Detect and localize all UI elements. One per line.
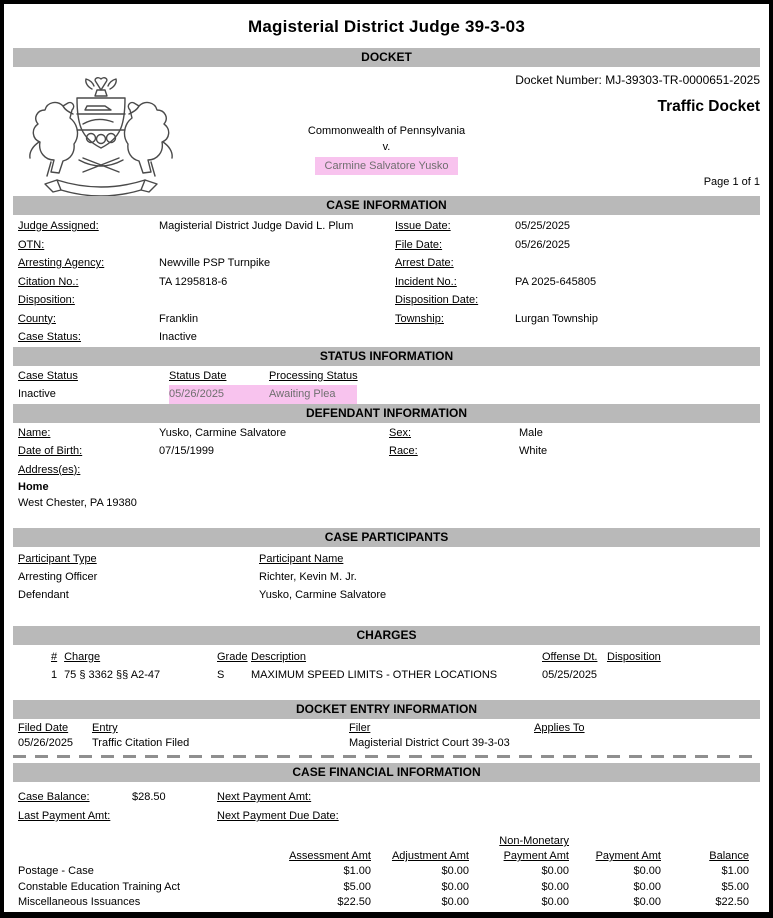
column-header: Payment Amt <box>503 850 569 862</box>
column-header: Payment Amt <box>595 850 661 862</box>
field-value: Franklin <box>159 312 199 325</box>
column-header: Case Status <box>18 369 78 382</box>
field-label: Sex: <box>389 426 412 439</box>
field-label: Name: <box>18 426 51 439</box>
field-label: Incident No.: <box>395 275 457 288</box>
column-header: Offense Dt. <box>542 651 598 663</box>
page-title: Magisterial District Judge 39-3-03 <box>247 17 525 36</box>
caption-versus: v. <box>382 141 391 153</box>
fee-payment: $0.00 <box>633 896 661 908</box>
column-header: Processing Status <box>269 369 358 382</box>
field-label: Next Payment Due Date: <box>217 810 339 822</box>
fee-assessment: $22.50 <box>337 896 371 908</box>
status-row-highlight <box>169 385 357 404</box>
column-header: Filed Date <box>18 722 69 734</box>
column-header: Non-Monetary <box>499 835 569 847</box>
field-label: OTN: <box>18 238 45 251</box>
field-value: Lurgan Township <box>515 312 598 325</box>
fee-payment: $0.00 <box>633 865 661 877</box>
docket-number: MJ-39303-TR-0000651-2025 <box>605 73 760 87</box>
fee-adjustment: $0.00 <box>441 865 469 877</box>
docket-header <box>13 73 760 196</box>
charge-disposition <box>607 666 760 684</box>
fee-payment: $0.00 <box>633 880 661 893</box>
charges-table <box>13 648 760 684</box>
column-header: Balance <box>709 850 749 862</box>
column-header: Charge <box>64 651 101 663</box>
field-value <box>159 236 395 255</box>
field-value: Magisterial District Judge David L. Plum <box>159 220 354 232</box>
section-header-case-participants: CASE PARTICIPANTS <box>13 528 760 547</box>
charge-statute: 75 § 3362 §§ A2-47 <box>64 669 161 681</box>
docket-number-label: Docket Number: <box>515 73 602 87</box>
case-participants-table <box>13 550 760 604</box>
fee-non-monetary: $0.00 <box>541 880 569 893</box>
field-value: Yusko, Carmine Salvatore <box>159 426 287 439</box>
entry-filer: Magisterial District Court 39-3-03 <box>349 737 510 749</box>
section-header-charges: CHARGES <box>13 626 760 645</box>
participant-type: Arresting Officer <box>18 571 98 583</box>
fee-assessment: $1.00 <box>343 865 371 877</box>
field-label: Last Payment Amt: <box>18 810 111 822</box>
section-header-case-financial-information: CASE FINANCIAL INFORMATION <box>13 763 760 782</box>
column-header: Participant Name <box>259 553 344 565</box>
section-header-case-information: CASE INFORMATION <box>13 196 760 215</box>
field-label: Issue Date: <box>395 220 451 232</box>
financial-summary <box>13 788 760 826</box>
address-type: Home <box>18 481 49 493</box>
field-value: 07/15/1999 <box>159 445 215 457</box>
fee-item: Constable Education Training Act <box>18 880 181 893</box>
field-value <box>159 291 395 310</box>
fee-balance: $1.00 <box>721 865 749 877</box>
column-header: Assessment Amt <box>289 850 371 862</box>
caption-defendant-highlighted: Carmine Salvatore Yusko <box>315 157 459 175</box>
field-value <box>515 291 760 310</box>
field-value: Inactive <box>159 331 197 343</box>
address-value: West Chester, PA 19380 <box>18 497 137 509</box>
status-row-case-status: Inactive <box>18 388 56 400</box>
pennsylvania-coat-of-arms-icon <box>17 76 185 196</box>
status-row-processing-status: Awaiting Plea <box>269 388 336 400</box>
field-value: 05/26/2025 <box>515 238 571 251</box>
fee-non-monetary: $0.00 <box>541 865 569 877</box>
entry-applies-to <box>534 736 760 751</box>
column-header: Entry <box>92 722 118 734</box>
status-information-table <box>13 367 760 404</box>
column-header: Disposition <box>607 651 661 663</box>
entry-filed-date: 05/26/2025 <box>18 737 74 749</box>
field-value: TA 1295818-6 <box>159 275 228 288</box>
section-header-status-information: STATUS INFORMATION <box>13 347 760 366</box>
fee-item: Miscellaneous Issuances <box>18 896 141 908</box>
field-value: 05/25/2025 <box>515 220 571 232</box>
field-value: PA 2025-645805 <box>515 275 597 288</box>
participant-name: Richter, Kevin M. Jr. <box>259 571 357 583</box>
fee-non-monetary: $0.00 <box>541 896 569 908</box>
financial-table-header <box>13 834 760 864</box>
financial-table-rows <box>13 864 760 911</box>
entry-text: Traffic Citation Filed <box>92 737 190 749</box>
field-label: Next Payment Amt: <box>217 791 312 803</box>
field-value: Male <box>519 426 543 439</box>
field-label: Township: <box>395 312 444 325</box>
section-header-defendant-information: DEFENDANT INFORMATION <box>13 404 760 423</box>
field-label: Disposition Date: <box>395 294 479 306</box>
field-label: Address(es): <box>18 463 81 476</box>
field-value: Newville PSP Turnpike <box>159 257 271 269</box>
field-label: Race: <box>389 445 418 457</box>
column-header: # <box>51 651 58 663</box>
fee-adjustment: $0.00 <box>441 896 469 908</box>
field-label: File Date: <box>395 238 443 251</box>
charge-grade: S <box>217 669 225 681</box>
fee-adjustment: $0.00 <box>441 880 469 893</box>
field-label: Citation No.: <box>18 275 79 288</box>
field-label: Case Status: <box>18 331 81 343</box>
right-horse <box>125 103 173 176</box>
field-value: White <box>519 445 548 457</box>
charge-offense-date: 05/25/2025 <box>542 669 598 681</box>
caption-plaintiff: Commonwealth of Pennsylvania <box>307 125 466 137</box>
page-indicator: Page 1 of 1 <box>703 176 760 188</box>
defendant-information-grid <box>13 424 760 480</box>
docket-entry-table <box>13 721 760 751</box>
field-label: Arrest Date: <box>395 257 454 269</box>
field-label: Judge Assigned: <box>18 220 99 232</box>
column-header: Participant Type <box>18 553 97 565</box>
field-label: County: <box>18 312 56 325</box>
dashed-divider <box>13 755 760 758</box>
case-information-grid <box>13 217 760 347</box>
field-label: Disposition: <box>18 294 75 306</box>
section-header-docket-entry-information: DOCKET ENTRY INFORMATION <box>13 700 760 719</box>
fee-assessment: $5.00 <box>343 880 371 893</box>
field-value <box>132 807 217 826</box>
participant-type: Defendant <box>18 589 69 601</box>
column-header: Grade <box>217 651 248 663</box>
docket-type: Traffic Docket <box>657 98 760 115</box>
charge-description: MAXIMUM SPEED LIMITS - OTHER LOCATIONS <box>251 669 498 681</box>
column-header: Filer <box>349 722 371 734</box>
column-header: Description <box>251 651 307 663</box>
fee-item: Postage - Case <box>18 865 94 877</box>
field-label: Arresting Agency: <box>18 257 105 269</box>
column-header: Adjustment Amt <box>391 850 469 862</box>
field-label: Case Balance: <box>18 791 90 803</box>
participant-name: Yusko, Carmine Salvatore <box>259 589 387 601</box>
charge-number: 1 <box>51 669 58 681</box>
status-row-status-date: 05/26/2025 <box>169 388 225 400</box>
field-value: $28.50 <box>132 791 166 803</box>
section-header-docket: DOCKET <box>13 48 760 67</box>
column-header: Applies To <box>534 722 585 734</box>
fee-balance: $5.00 <box>721 880 749 893</box>
field-label: Date of Birth: <box>18 445 83 457</box>
fee-balance: $22.50 <box>715 896 749 908</box>
field-value <box>515 254 760 273</box>
column-header: Status Date <box>169 369 227 382</box>
left-horse <box>30 103 78 176</box>
